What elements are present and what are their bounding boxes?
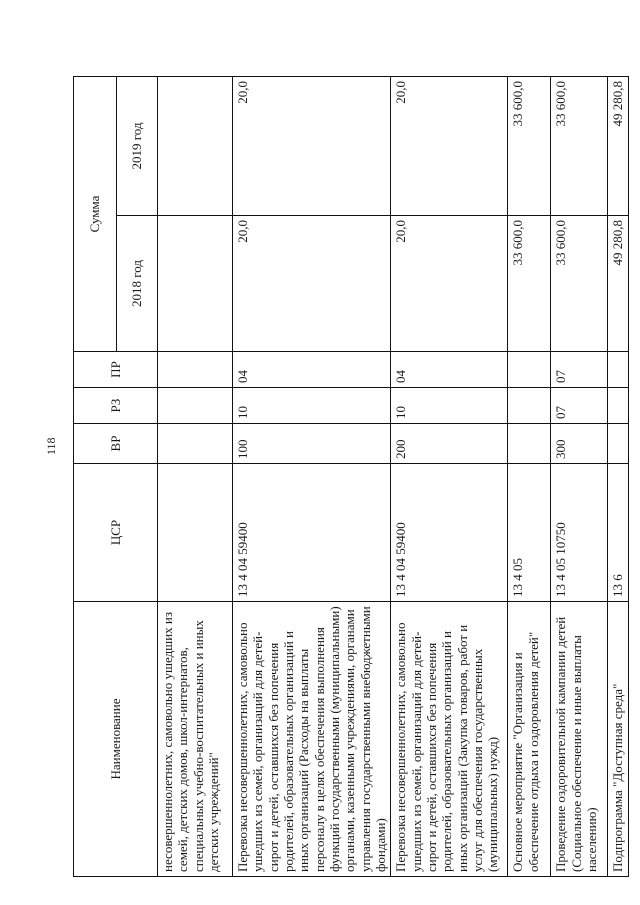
row-sum-2019: 33 600,0 <box>551 77 608 216</box>
row-sum-2019: 33 600,0 <box>508 77 551 216</box>
row-csr: 13 4 04 59400 <box>391 464 508 602</box>
row-sum-2019: 49 280,8 <box>608 77 629 216</box>
row-sum-2018 <box>158 216 233 352</box>
row-csr: 13 4 05 <box>508 464 551 602</box>
row-sum-2018: 33 600,0 <box>551 216 608 352</box>
table-row <box>391 77 508 877</box>
row-name: Проведение оздоровительной кампании детей (Социальное обеспечение и иные выплаты населению) <box>551 602 608 877</box>
header-vr: ВР <box>74 424 158 464</box>
row-vr <box>508 424 551 464</box>
row-sum-2018: 20,0 <box>391 216 508 352</box>
row-pr <box>608 352 629 388</box>
row-rz <box>508 388 551 424</box>
budget-table <box>73 76 629 877</box>
header-rz: РЗ <box>74 388 158 424</box>
row-name: Перевозка несовершеннолетних, самовольно ушедших из семей, организаций для детей-сирот и детей, оставшихся без попечения родителей, образовательных организаций и иных организаций (Закупка товаров, работ и услуг для обеспечения государственных (муниципальных) нужд) <box>391 602 508 877</box>
header-year-2019: 2019 год <box>117 77 158 216</box>
row-rz <box>608 388 629 424</box>
row-rz <box>158 388 233 424</box>
page-number: 118 <box>44 437 58 455</box>
row-pr <box>158 352 233 388</box>
row-csr <box>158 464 233 602</box>
header-row <box>74 77 117 877</box>
row-vr <box>608 424 629 464</box>
table-row <box>158 77 233 877</box>
table-row <box>551 77 608 877</box>
row-csr: 13 4 04 59400 <box>233 464 391 602</box>
row-pr <box>508 352 551 388</box>
row-pr: 04 <box>233 352 391 388</box>
table-row <box>508 77 551 877</box>
row-vr: 200 <box>391 424 508 464</box>
row-vr <box>158 424 233 464</box>
row-vr: 100 <box>233 424 391 464</box>
row-name: Подпрограмма "Доступная среда" <box>608 602 629 877</box>
header-pr: ПР <box>74 352 158 388</box>
row-sum-2018: 33 600,0 <box>508 216 551 352</box>
row-sum-2019: 20,0 <box>391 77 508 216</box>
header-csr: ЦСР <box>74 464 158 602</box>
row-csr: 13 4 05 10750 <box>551 464 608 602</box>
row-pr: 04 <box>391 352 508 388</box>
row-sum-2019: 20,0 <box>233 77 391 216</box>
table-row <box>233 77 391 877</box>
row-rz: 10 <box>233 388 391 424</box>
header-year-2018: 2018 год <box>117 216 158 352</box>
row-rz: 07 <box>551 388 608 424</box>
row-pr: 07 <box>551 352 608 388</box>
header-sum: Сумма <box>74 77 117 352</box>
row-name: несовершеннолетних, самовольно ушедших из семей, детских домов, школ-интернатов, специальных учебно-воспитательных и иных детских учреждений" <box>158 602 233 877</box>
row-name: Перевозка несовершеннолетних, самовольно ушедших из семей, организаций для детей-сирот и детей, оставшихся без попечения родителей, образовательных организаций и иных организаций (Расходы на выплаты персоналу в целях обеспечения выполнения функций государственными (муниципальными) органами, казенными учреждениями, органами управления государственными внебюджетными фондами) <box>233 602 391 877</box>
header-name: Наименование <box>74 602 158 877</box>
table-row <box>608 77 629 877</box>
row-vr: 300 <box>551 424 608 464</box>
row-rz: 10 <box>391 388 508 424</box>
row-sum-2018: 49 280,8 <box>608 216 629 352</box>
rotated-page <box>73 77 626 877</box>
row-sum-2018: 20,0 <box>233 216 391 352</box>
row-csr: 13 6 <box>608 464 629 602</box>
row-name: Основное мероприятие "Организация и обеспечение отдыха и оздоровления детей" <box>508 602 551 877</box>
row-sum-2019 <box>158 77 233 216</box>
